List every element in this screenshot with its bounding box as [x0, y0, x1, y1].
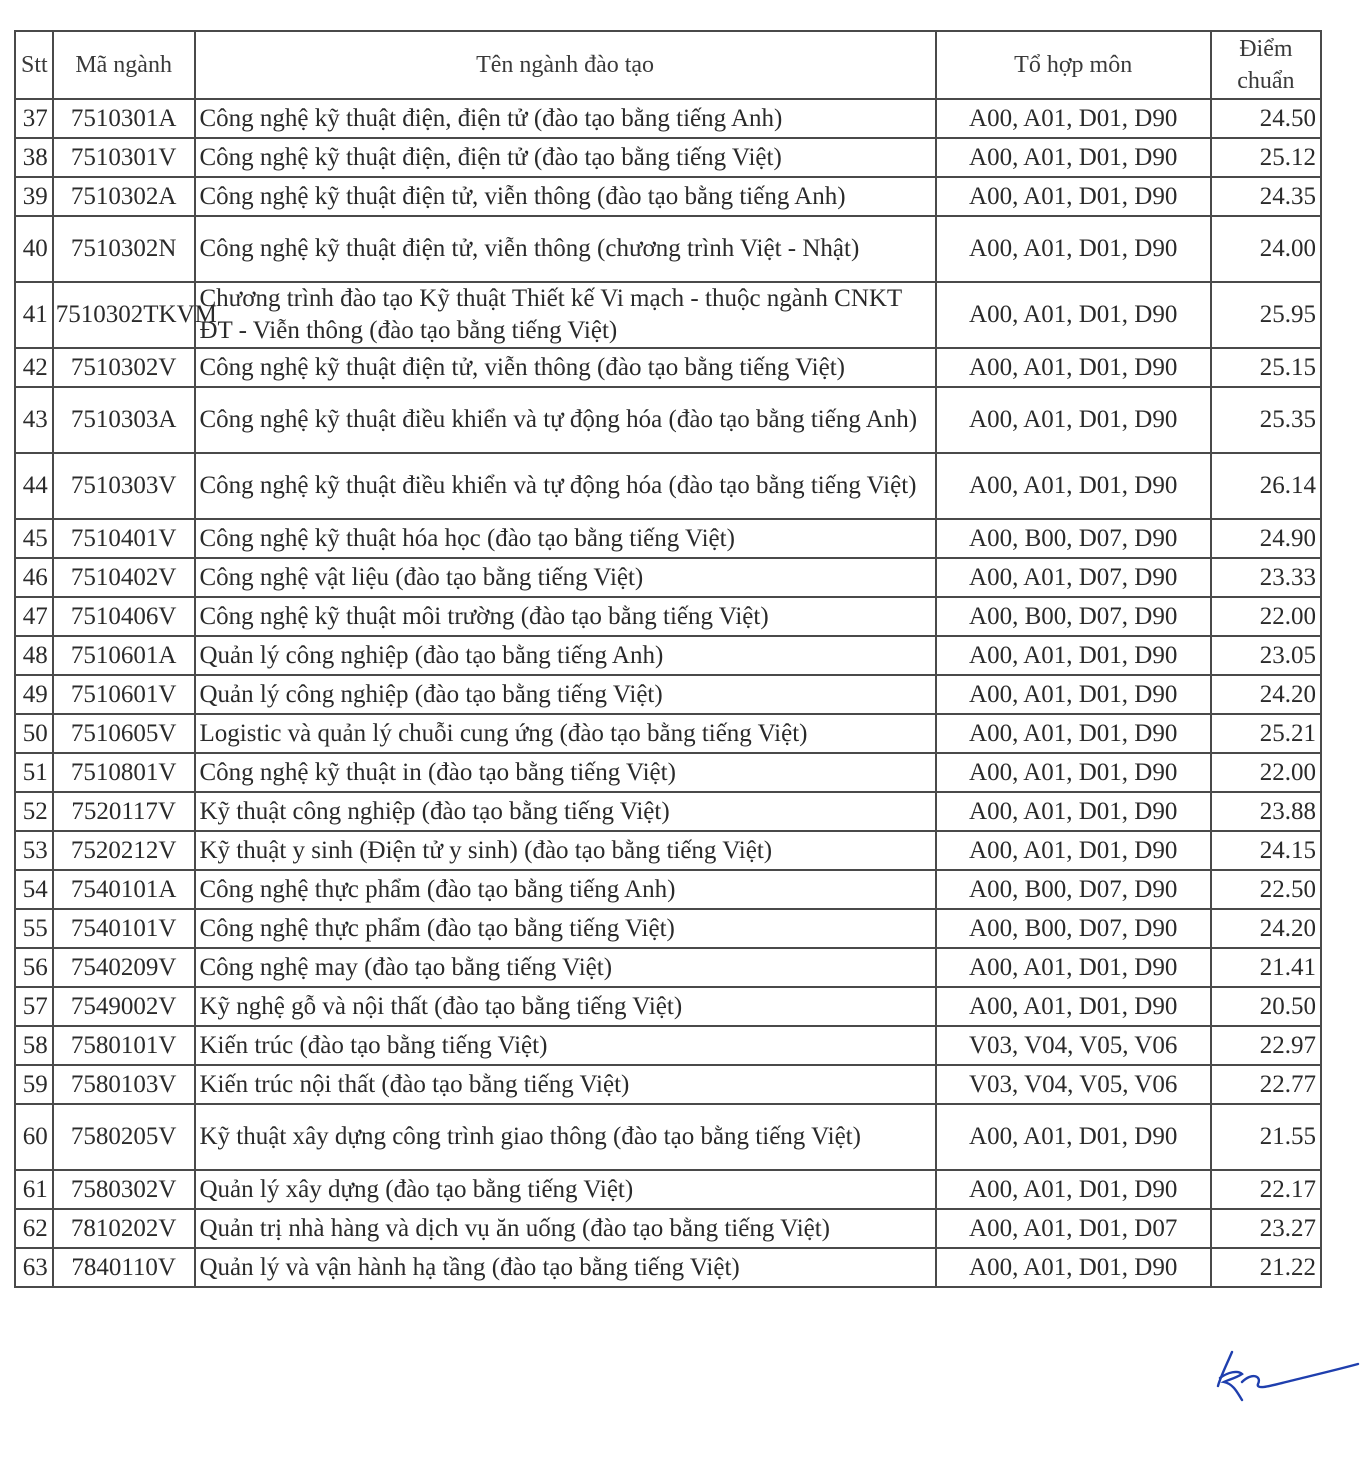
row-major-code: 7580103V: [53, 1065, 195, 1104]
row-major-name: Công nghệ may (đào tạo bằng tiếng Việt): [195, 948, 936, 987]
row-stt: 58: [15, 1026, 53, 1065]
row-subject-combination: A00, A01, D01, D07: [936, 1209, 1211, 1248]
row-benchmark-score: 23.88: [1211, 792, 1321, 831]
row-major-code: 7520117V: [53, 792, 195, 831]
row-stt: 41: [15, 282, 53, 348]
table-row: [15, 453, 1321, 519]
table-row: [15, 1248, 1321, 1287]
row-major-code: 7510302V: [53, 348, 195, 387]
table-row: [15, 216, 1321, 282]
row-major-code: 7580205V: [53, 1104, 195, 1170]
row-major-name: Công nghệ kỹ thuật in (đào tạo bằng tiếng Việt): [195, 753, 936, 792]
row-benchmark-score: 23.33: [1211, 558, 1321, 597]
row-major-name: Quản trị nhà hàng và dịch vụ ăn uống (đào tạo bằng tiếng Việt): [195, 1209, 936, 1248]
row-major-code: 7520212V: [53, 831, 195, 870]
table-row: [15, 387, 1321, 453]
table-row: [15, 1065, 1321, 1104]
row-subject-combination: A00, B00, D07, D90: [936, 597, 1211, 636]
row-major-name: Quản lý công nghiệp (đào tạo bằng tiếng Anh): [195, 636, 936, 675]
row-major-name: Chương trình đào tạo Kỹ thuật Thiết kế Vi mạch - thuộc ngành CNKT ĐT - Viễn thông (đào tạo bằng tiếng Việt): [195, 282, 936, 348]
row-stt: 63: [15, 1248, 53, 1287]
row-major-name: Công nghệ kỹ thuật điện, điện tử (đào tạo bằng tiếng Việt): [195, 138, 936, 177]
row-major-name: Kỹ thuật y sinh (Điện tử y sinh) (đào tạo bằng tiếng Việt): [195, 831, 936, 870]
table-row: [15, 558, 1321, 597]
row-stt: 56: [15, 948, 53, 987]
row-stt: 49: [15, 675, 53, 714]
header-major-code: Mã ngành: [53, 31, 195, 99]
row-major-code: 7540209V: [53, 948, 195, 987]
row-stt: 39: [15, 177, 53, 216]
row-major-code: 7580302V: [53, 1170, 195, 1209]
row-major-name: Công nghệ kỹ thuật môi trường (đào tạo bằng tiếng Việt): [195, 597, 936, 636]
table-row: [15, 597, 1321, 636]
table-row: [15, 1104, 1321, 1170]
row-benchmark-score: 23.05: [1211, 636, 1321, 675]
row-stt: 44: [15, 453, 53, 519]
row-subject-combination: A00, A01, D01, D90: [936, 753, 1211, 792]
header-stt: Stt: [15, 31, 53, 99]
row-subject-combination: A00, A01, D07, D90: [936, 558, 1211, 597]
row-subject-combination: A00, A01, D01, D90: [936, 453, 1211, 519]
row-major-name: Kỹ nghệ gỗ và nội thất (đào tạo bằng tiếng Việt): [195, 987, 936, 1026]
row-benchmark-score: 24.90: [1211, 519, 1321, 558]
row-major-code: 7510406V: [53, 597, 195, 636]
row-subject-combination: V03, V04, V05, V06: [936, 1026, 1211, 1065]
row-major-name: Logistic và quản lý chuỗi cung ứng (đào tạo bằng tiếng Việt): [195, 714, 936, 753]
table-row: [15, 99, 1321, 138]
row-major-code: 7540101V: [53, 909, 195, 948]
row-subject-combination: A00, A01, D01, D90: [936, 216, 1211, 282]
row-stt: 45: [15, 519, 53, 558]
row-major-code: 7510302TKVM: [53, 282, 195, 348]
row-major-name: Quản lý và vận hành hạ tầng (đào tạo bằng tiếng Việt): [195, 1248, 936, 1287]
row-benchmark-score: 25.21: [1211, 714, 1321, 753]
admission-score-table: [14, 30, 1322, 1288]
table-row: [15, 831, 1321, 870]
row-benchmark-score: 25.35: [1211, 387, 1321, 453]
row-stt: 59: [15, 1065, 53, 1104]
row-major-code: 7510801V: [53, 753, 195, 792]
row-subject-combination: A00, B00, D07, D90: [936, 519, 1211, 558]
row-benchmark-score: 22.00: [1211, 753, 1321, 792]
row-major-code: 7510303V: [53, 453, 195, 519]
row-major-code: 7510301A: [53, 99, 195, 138]
row-major-name: Công nghệ kỹ thuật điều khiển và tự động hóa (đào tạo bằng tiếng Anh): [195, 387, 936, 453]
row-stt: 42: [15, 348, 53, 387]
row-major-name: Quản lý xây dựng (đào tạo bằng tiếng Việt): [195, 1170, 936, 1209]
row-stt: 50: [15, 714, 53, 753]
row-subject-combination: A00, A01, D01, D90: [936, 714, 1211, 753]
table-row: [15, 948, 1321, 987]
row-major-code: 7549002V: [53, 987, 195, 1026]
row-major-code: 7510302A: [53, 177, 195, 216]
row-subject-combination: A00, A01, D01, D90: [936, 282, 1211, 348]
row-benchmark-score: 22.17: [1211, 1170, 1321, 1209]
row-stt: 54: [15, 870, 53, 909]
row-benchmark-score: 21.41: [1211, 948, 1321, 987]
row-subject-combination: A00, A01, D01, D90: [936, 636, 1211, 675]
row-major-name: Công nghệ kỹ thuật điện tử, viễn thông (đào tạo bằng tiếng Việt): [195, 348, 936, 387]
row-subject-combination: A00, A01, D01, D90: [936, 1104, 1211, 1170]
table-row: [15, 1209, 1321, 1248]
row-subject-combination: A00, B00, D07, D90: [936, 909, 1211, 948]
row-subject-combination: A00, B00, D07, D90: [936, 870, 1211, 909]
row-major-name: Công nghệ vật liệu (đào tạo bằng tiếng Việt): [195, 558, 936, 597]
row-subject-combination: V03, V04, V05, V06: [936, 1065, 1211, 1104]
row-major-name: Quản lý công nghiệp (đào tạo bằng tiếng Việt): [195, 675, 936, 714]
row-major-code: 7510605V: [53, 714, 195, 753]
row-benchmark-score: 22.00: [1211, 597, 1321, 636]
row-subject-combination: A00, A01, D01, D90: [936, 138, 1211, 177]
row-major-code: 7510302N: [53, 216, 195, 282]
table-row: [15, 792, 1321, 831]
row-stt: 51: [15, 753, 53, 792]
table-row: [15, 138, 1321, 177]
row-major-name: Công nghệ thực phẩm (đào tạo bằng tiếng Việt): [195, 909, 936, 948]
table-row: [15, 519, 1321, 558]
row-major-code: 7540101A: [53, 870, 195, 909]
table-row: [15, 753, 1321, 792]
header-subject-combination: Tổ hợp môn: [936, 31, 1211, 99]
row-benchmark-score: 24.00: [1211, 216, 1321, 282]
table-row: [15, 714, 1321, 753]
row-benchmark-score: 24.20: [1211, 675, 1321, 714]
row-major-name: Công nghệ kỹ thuật điện tử, viễn thông (đào tạo bằng tiếng Anh): [195, 177, 936, 216]
row-subject-combination: A00, A01, D01, D90: [936, 99, 1211, 138]
row-stt: 52: [15, 792, 53, 831]
row-stt: 38: [15, 138, 53, 177]
row-major-code: 7510402V: [53, 558, 195, 597]
header-score-line1: Điểm: [1239, 35, 1293, 62]
table-row: [15, 675, 1321, 714]
row-subject-combination: A00, A01, D01, D90: [936, 792, 1211, 831]
row-stt: 55: [15, 909, 53, 948]
handwritten-signature: [1212, 1342, 1360, 1408]
row-major-name: Công nghệ kỹ thuật điện tử, viễn thông (chương trình Việt - Nhật): [195, 216, 936, 282]
row-benchmark-score: 25.15: [1211, 348, 1321, 387]
row-stt: 43: [15, 387, 53, 453]
row-benchmark-score: 24.35: [1211, 177, 1321, 216]
row-benchmark-score: 21.55: [1211, 1104, 1321, 1170]
row-stt: 46: [15, 558, 53, 597]
table-row: [15, 636, 1321, 675]
row-subject-combination: A00, A01, D01, D90: [936, 387, 1211, 453]
row-major-code: 7580101V: [53, 1026, 195, 1065]
row-subject-combination: A00, A01, D01, D90: [936, 948, 1211, 987]
row-benchmark-score: 22.97: [1211, 1026, 1321, 1065]
row-subject-combination: A00, A01, D01, D90: [936, 1248, 1211, 1287]
row-subject-combination: A00, A01, D01, D90: [936, 831, 1211, 870]
row-major-code: 7810202V: [53, 1209, 195, 1248]
table-row: [15, 987, 1321, 1026]
row-subject-combination: A00, A01, D01, D90: [936, 1170, 1211, 1209]
row-benchmark-score: 21.22: [1211, 1248, 1321, 1287]
table-row: [15, 177, 1321, 216]
row-benchmark-score: 24.20: [1211, 909, 1321, 948]
row-major-name: Kiến trúc nội thất (đào tạo bằng tiếng Việt): [195, 1065, 936, 1104]
row-stt: 53: [15, 831, 53, 870]
table-row: [15, 909, 1321, 948]
table-row: [15, 348, 1321, 387]
row-major-code: 7510601V: [53, 675, 195, 714]
row-major-name: Kỹ thuật công nghiệp (đào tạo bằng tiếng Việt): [195, 792, 936, 831]
table-header-row: [15, 31, 1321, 99]
row-stt: 37: [15, 99, 53, 138]
header-benchmark-score: [1211, 31, 1321, 99]
row-stt: 60: [15, 1104, 53, 1170]
row-major-name: Công nghệ thực phẩm (đào tạo bằng tiếng Anh): [195, 870, 936, 909]
row-subject-combination: A00, A01, D01, D90: [936, 675, 1211, 714]
row-subject-combination: A00, A01, D01, D90: [936, 177, 1211, 216]
row-major-code: 7510303A: [53, 387, 195, 453]
table-row: [15, 1170, 1321, 1209]
header-score-line2: chuẩn: [1237, 68, 1295, 94]
row-stt: 57: [15, 987, 53, 1026]
row-benchmark-score: 26.14: [1211, 453, 1321, 519]
row-benchmark-score: 22.77: [1211, 1065, 1321, 1104]
row-stt: 62: [15, 1209, 53, 1248]
row-major-name: Kiến trúc (đào tạo bằng tiếng Việt): [195, 1026, 936, 1065]
table-row: [15, 870, 1321, 909]
row-subject-combination: A00, A01, D01, D90: [936, 987, 1211, 1026]
row-benchmark-score: 25.95: [1211, 282, 1321, 348]
row-major-code: 7510301V: [53, 138, 195, 177]
row-stt: 48: [15, 636, 53, 675]
row-major-name: Công nghệ kỹ thuật điều khiển và tự động hóa (đào tạo bằng tiếng Việt): [195, 453, 936, 519]
row-major-name: Kỹ thuật xây dựng công trình giao thông (đào tạo bằng tiếng Việt): [195, 1104, 936, 1170]
row-stt: 61: [15, 1170, 53, 1209]
row-benchmark-score: 24.15: [1211, 831, 1321, 870]
row-major-code: 7510601A: [53, 636, 195, 675]
row-major-code: 7510401V: [53, 519, 195, 558]
row-major-code: 7840110V: [53, 1248, 195, 1287]
row-stt: 40: [15, 216, 53, 282]
row-major-name: Công nghệ kỹ thuật hóa học (đào tạo bằng tiếng Việt): [195, 519, 936, 558]
header-major-name: Tên ngành đào tạo: [195, 31, 936, 99]
row-benchmark-score: 20.50: [1211, 987, 1321, 1026]
row-benchmark-score: 23.27: [1211, 1209, 1321, 1248]
row-stt: 47: [15, 597, 53, 636]
row-benchmark-score: 24.50: [1211, 99, 1321, 138]
row-subject-combination: A00, A01, D01, D90: [936, 348, 1211, 387]
row-major-name: Công nghệ kỹ thuật điện, điện tử (đào tạo bằng tiếng Anh): [195, 99, 936, 138]
row-benchmark-score: 22.50: [1211, 870, 1321, 909]
row-benchmark-score: 25.12: [1211, 138, 1321, 177]
table-row: [15, 1026, 1321, 1065]
table-row: [15, 282, 1321, 348]
